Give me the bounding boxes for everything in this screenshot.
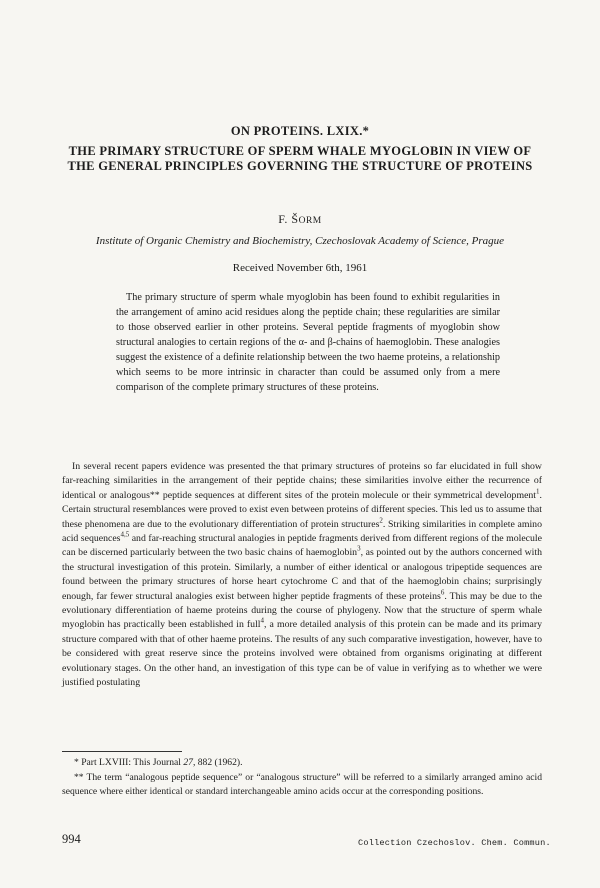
footnote-1 — [62, 756, 542, 770]
footnote-2 — [62, 771, 542, 799]
author-name — [0, 212, 600, 227]
reference-marker: 4,5 — [120, 530, 130, 539]
body-text: and far-reaching structural analogies in peptide fragments derived from different regions of the molecule can be discerned particularly between the two basic chains of haemoglobin — [62, 533, 542, 559]
page-number: 994 — [62, 832, 81, 846]
footnote-text: The term “analogous peptide sequence” or “analogous structure” will be referred to a similarly arranged amino acid sequence where either identical or standard interchangeable amino acids occur at the corresponding positions. — [62, 772, 542, 797]
body-text: . Certain structural resemblances were proved to exist even between proteins of different species. This led us to assume that these phenomena are due to the evolutionary differentiation of protein structures — [62, 489, 542, 530]
footnote-text: Part LXVIII: This Journal — [81, 757, 184, 768]
author-initial: F. Š — [278, 212, 299, 226]
reference-marker: 4 — [260, 617, 265, 626]
footnote-volume: 27 — [183, 757, 193, 768]
footnote-divider — [62, 751, 182, 752]
body-text: . Striking similarities in complete amino acid sequences — [62, 518, 542, 545]
paper-title: THE PRIMARY STRUCTURE OF SPERM WHALE MYOGLOBIN IN VIEW OF THE GENERAL PRINCIPLES GOVERNING THE STRUCTURE OF PROTEINS — [67, 144, 533, 173]
paper-series-title: ON PROTEINS. LXIX.* — [230, 124, 370, 138]
reference-marker: 3 — [357, 545, 361, 554]
author-surname-smallcaps: ORM — [298, 216, 322, 226]
body-text: , as pointed out by the authors concerned with the structural investigation of this protein. Similarly, a number of either identical or analogous tripeptide sequences are found between the primary structures of horse heart cytochrome C and that of the haemoglobin chains; surprisingly enough, far fewer structural analogies exist between higher peptide fragments of these proteins — [62, 547, 543, 602]
footnote-mark: * — [74, 757, 79, 768]
abstract: The primary structure of sperm whale myoglobin has been found to exhibit regularities in the arrangement of amino acid residues along the peptide chain; these regularities are similar to those observed earlier in other proteins. Several peptide fragments of myoglobin show structural analogies to certain regions of the α- and β-chains of haemoglobin. These analogies suggest the existence of a definite relationship between the two haeme proteins, a relationship which seems to be more intrinsic in character than could be assumed only from a mere comparison of the complete primary structures of these proteins. — [116, 292, 500, 393]
author-affiliation: Institute of Organic Chemistry and Biochemistry, Czechoslovak Academy of Science, Prague — [95, 235, 505, 247]
footnote-text: , 882 (1962). — [192, 757, 243, 768]
reference-marker: 2 — [379, 516, 383, 525]
reference-marker: 6 — [440, 588, 445, 597]
body-text: In several recent papers evidence was presented the that primary structures of proteins so far elucidated in full show far-reaching similarities in the arrangement of their peptide chains; these similarities involve either the recurrence of identical or analogous** peptide sequences at different sites of the protein molecule or their symmetrical development — [62, 461, 542, 501]
footnote-mark: ** — [74, 772, 84, 783]
journal-name: Collection Czechoslov. Chem. Commun. — [358, 838, 551, 848]
body-text: . This may be due to the evolutionary differentiation of haeme proteins during the course of phylogeny. Now that the structure of sperm whale myoglobin has practically been established in full — [62, 590, 543, 631]
body-paragraph — [62, 460, 542, 691]
received-date: Received November 6th, 1961 — [232, 262, 368, 274]
reference-marker: 1 — [536, 487, 540, 496]
body-text: , a more detailed analysis of this protein can be made and its primary structure compared with that of other haeme proteins. The results of any such comparative investigation, however, have to be considered with great reserve since the proteins involved were obtained from organisms originating at different evolutionary stages. On the other hand, an investigation of this type can be of value in verifying as to whether we were justified postulating — [62, 619, 542, 689]
